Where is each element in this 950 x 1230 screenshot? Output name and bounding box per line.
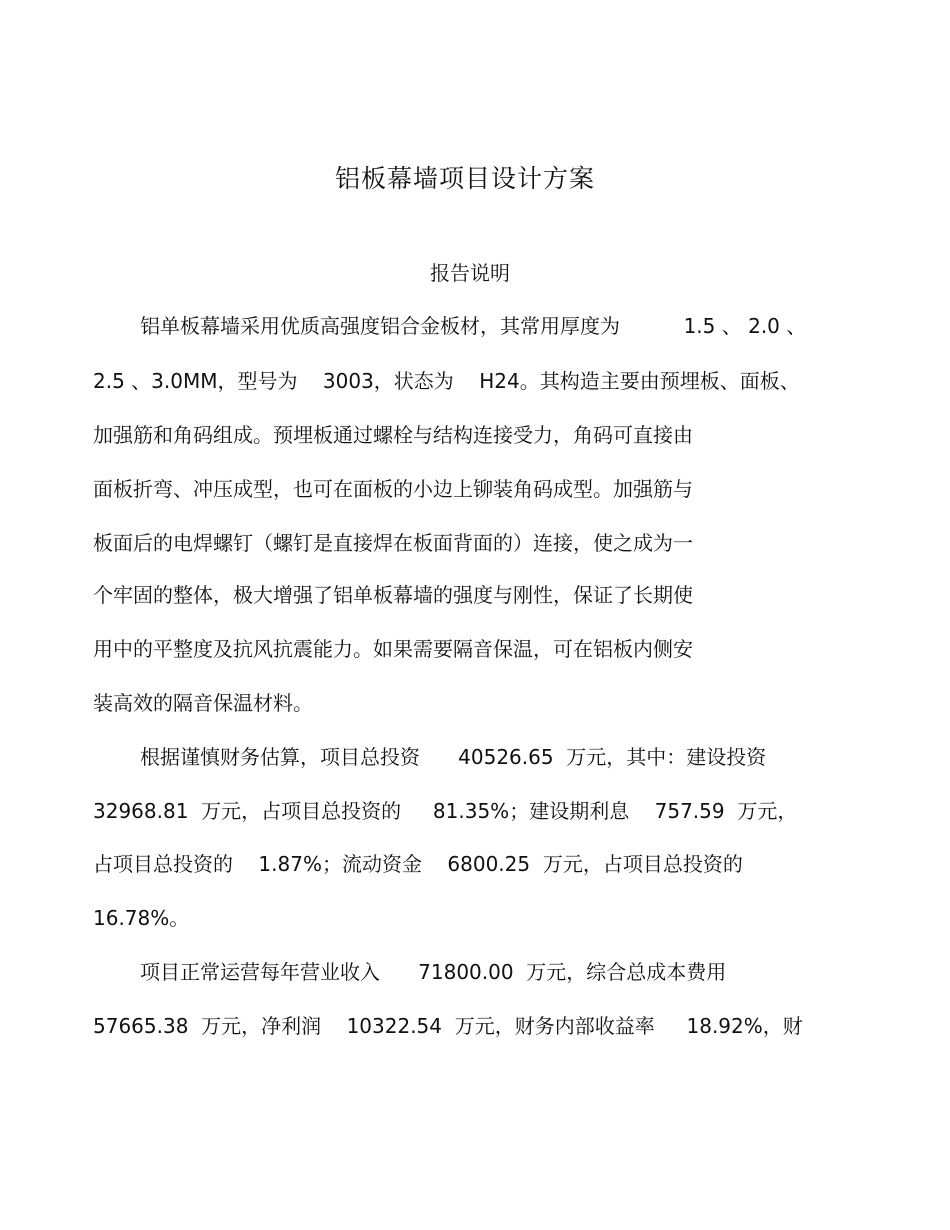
paragraph-line: 用中的平整度及抗风抗震能力。如果需要隔音保温，可在铝板内侧安 [93,637,693,661]
paragraph-line: 面板折弯、冲压成型，也可在面板的小边上铆装角码成型。加强筋与 [93,477,693,501]
paragraph-line: 装高效的隔音保温材料。 [93,691,313,715]
paragraph-line: 铝单板幕墙采用优质高强度铝合金板材，其常用厚度为 1.5 、 2.0 、 [140,314,807,338]
paragraph-line: 32968.81 万元，占项目总投资的 81.35%；建设期利息 757.59 万元， [93,799,798,823]
paragraph-line: 根据谨慎财务估算，项目总投资 40526.65 万元，其中：建设投资 [140,745,767,769]
paragraph-line: 2.5 、3.0MM，型号为 3003，状态为 H24。其构造主要由预埋板、面板、 [93,369,800,393]
paragraph-line: 项目正常运营每年营业收入 71800.00 万元，综合总成本费用 [140,960,727,984]
paragraph-line: 板面后的电焊螺钉（螺钉是直接焊在板面背面的）连接，使之成为一 [93,531,693,555]
paragraph-line: 个牢固的整体，极大增强了铝单板幕墙的强度与刚性，保证了长期使 [93,583,693,607]
document-title: 铝板幕墙项目设计方案 [334,164,595,193]
paragraph-line: 占项目总投资的 1.87%；流动资金 6800.25 万元，占项目总投资的 [93,852,743,876]
section-heading: 报告说明 [430,261,510,285]
paragraph-line: 16.78%。 [93,906,190,930]
paragraph-line: 加强筋和角码组成。预埋板通过螺栓与结构连接受力，角码可直接由 [93,423,693,447]
paragraph-line: 57665.38 万元，净利润 10322.54 万元，财务内部收益率 18.92%，财 [93,1014,803,1038]
